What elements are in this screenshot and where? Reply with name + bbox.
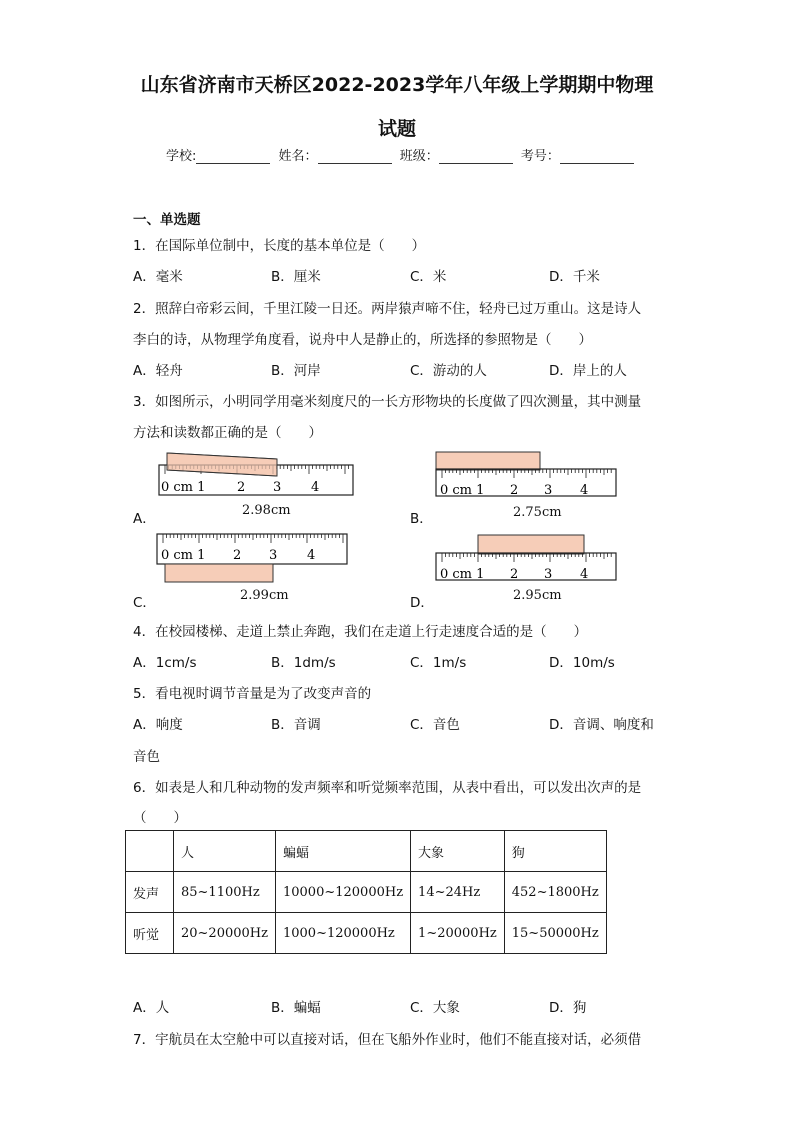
page-title: 山东省济南市天桥区2022-2023学年八年级上学期期中物理 (140, 74, 654, 96)
name-blank (318, 149, 392, 164)
table-cell: 听觉 (126, 913, 174, 954)
ruler-d-block (478, 535, 584, 554)
q6-option-a: A．人 (133, 1000, 170, 1016)
ruler-c-reading: 2.99cm (240, 588, 289, 603)
question-1-text: 1．在国际单位制中，长度的基本单位是（ ） (133, 238, 426, 254)
table-header-cell: 大象 (411, 831, 505, 872)
question-3-text-cont: 方法和读数都正确的是（ ） (133, 425, 322, 441)
ruler-a-reading: 2.98cm (242, 503, 291, 518)
q2-option-a: A．轻舟 (133, 363, 183, 379)
question-2-text-cont: 李白的诗，从物理学角度看，说舟中人是静止的，所选择的参照物是（ ） (133, 332, 592, 348)
table-cell: 452~1800Hz (504, 872, 606, 913)
student-info-row (166, 145, 638, 164)
ruler-c-label-3: 3 (269, 548, 278, 563)
table-cell: 15~50000Hz (504, 913, 606, 954)
q5-option-d-continued: 音色 (133, 749, 160, 765)
q4-option-a: A．1cm/s (133, 655, 197, 671)
q5-option-b: B．音调 (271, 717, 321, 733)
table-header-cell: 人 (174, 831, 276, 872)
q6-option-d: D．狗 (549, 1000, 587, 1016)
q3-option-b: B． (410, 511, 433, 527)
ruler-a-label-3: 3 (273, 480, 282, 495)
q2-option-d: D．岸上的人 (549, 363, 627, 379)
ruler-c-ticks (163, 534, 343, 543)
ruler-a-label-2: 2 (237, 480, 246, 495)
school-label: 学校: (166, 149, 197, 164)
table-header-cell: 狗 (504, 831, 606, 872)
q1-option-c: C．米 (410, 269, 447, 285)
ruler-d-label-2: 2 (510, 567, 519, 582)
question-3-text: 3．如图所示，小明同学用毫米刻度尺的一长方形物块的长度做了四次测量，其中测量 (133, 394, 642, 410)
question-2-text: 2．照辞白帝彩云间，千里江陵一日还。两岸猿声啼不住，轻舟已过万重山。这是诗人 (133, 301, 642, 317)
q1-option-d: D．千米 (549, 269, 600, 285)
ruler-figure-d (432, 532, 622, 584)
q6-option-b: B．蝙蝠 (271, 1000, 321, 1016)
class-blank (439, 149, 513, 164)
q3-option-a: A． (133, 511, 156, 527)
question-6-text-cont: （ ） (133, 810, 187, 826)
ruler-d-label-3: 3 (544, 567, 553, 582)
ruler-b-label-4: 4 (580, 483, 589, 498)
q2-option-c: C．游动的人 (410, 363, 487, 379)
table-header-cell: 蝙蝠 (275, 831, 410, 872)
q5-option-a: A．响度 (133, 717, 183, 733)
q3-option-c: C． (133, 595, 156, 611)
number-blank (560, 149, 634, 164)
question-7-text: 7．宇航员在太空舱中可以直接对话，但在飞船外作业时，他们不能直接对话，必须借 (133, 1032, 642, 1048)
table-row (126, 872, 607, 913)
class-label: 班级： (399, 149, 439, 164)
name-label: 姓名： (278, 149, 318, 164)
ruler-b-label-3: 3 (544, 483, 553, 498)
q5-option-d: D．音调、响度和 (549, 717, 654, 733)
ruler-c-label-0: 0 cm 1 (161, 548, 206, 563)
number-label: 考号： (520, 149, 560, 164)
table-cell: 1000~120000Hz (275, 913, 410, 954)
frequency-table (125, 830, 607, 954)
table-cell: 发声 (126, 872, 174, 913)
q5-option-c: C．音色 (410, 717, 460, 733)
table-cell: 14~24Hz (411, 872, 505, 913)
table-cell: 10000~120000Hz (275, 872, 410, 913)
ruler-c-label-2: 2 (233, 548, 242, 563)
ruler-b-reading: 2.75cm (513, 505, 562, 520)
question-5-text: 5．看电视时调节音量是为了改变声音的 (133, 686, 372, 702)
ruler-d-label-4: 4 (580, 567, 589, 582)
school-blank (196, 149, 270, 164)
ruler-c-label-4: 4 (307, 548, 316, 563)
q4-option-d: D．10m/s (549, 655, 615, 671)
table-header-cell (126, 831, 174, 872)
table-cell: 1~20000Hz (411, 913, 505, 954)
question-6-text: 6．如表是人和几种动物的发声频率和听觉频率范围，从表中看出，可以发出次声的是 (133, 780, 642, 796)
ruler-c-block (165, 564, 273, 582)
table-cell: 20~20000Hz (174, 913, 276, 954)
question-4-text: 4．在校园楼梯、走道上禁止奔跑，我们在走道上行走速度合适的是（ ） (133, 624, 588, 640)
q2-option-b: B．河岸 (271, 363, 321, 379)
ruler-figure-b (432, 450, 622, 498)
ruler-a-label-4: 4 (311, 480, 320, 495)
q6-option-c: C．大象 (410, 1000, 460, 1016)
table-cell: 85~1100Hz (174, 872, 276, 913)
section-heading: 一、单选题 (133, 212, 201, 228)
q4-option-b: B．1dm/s (271, 655, 336, 671)
page-title-continued: 试题 (377, 118, 416, 140)
ruler-d-reading: 2.95cm (513, 588, 562, 603)
ruler-b-block (436, 452, 540, 470)
ruler-b-label-0: 0 cm 1 (440, 483, 485, 498)
q4-option-c: C．1m/s (410, 655, 467, 671)
ruler-b-label-2: 2 (510, 483, 519, 498)
table-row (126, 913, 607, 954)
q1-option-b: B．厘米 (271, 269, 321, 285)
ruler-d-label-0: 0 cm 1 (440, 567, 485, 582)
table-header-row (126, 831, 607, 872)
ruler-figure-a (155, 448, 360, 498)
q3-option-d: D． (410, 595, 434, 611)
q1-option-a: A．毫米 (133, 269, 183, 285)
ruler-a-label-0: 0 cm 1 (161, 480, 206, 495)
ruler-figure-c (155, 532, 355, 584)
